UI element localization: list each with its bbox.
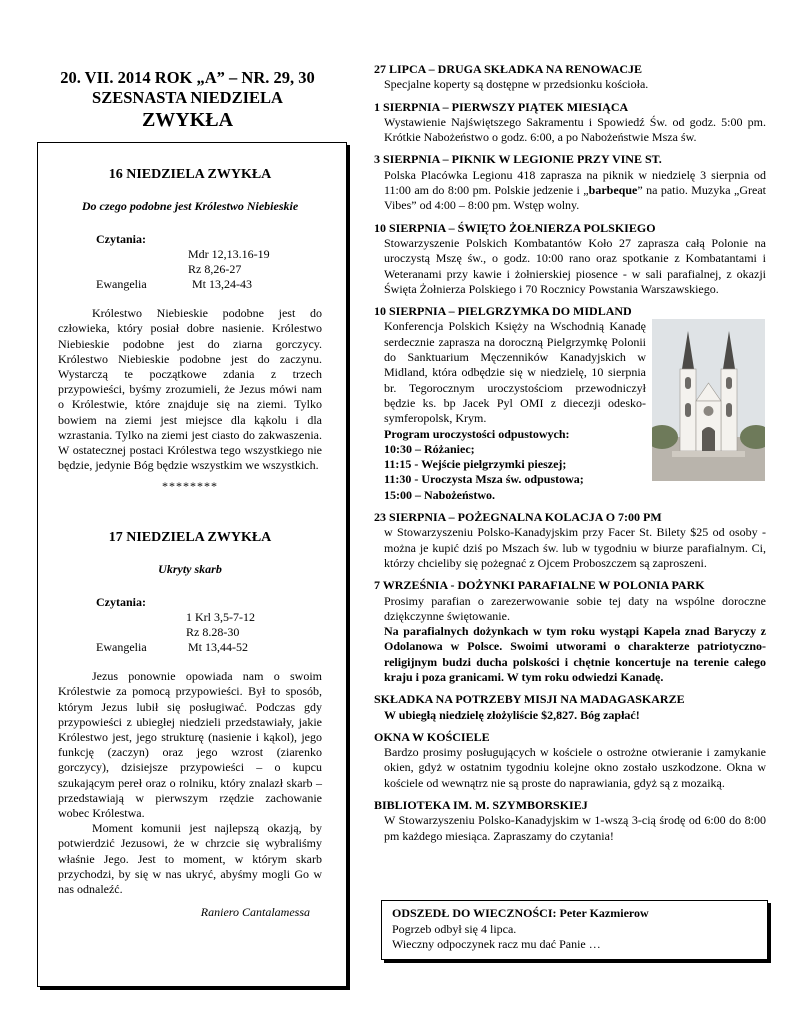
announcement-heading: 10 SIERPNIA – PIELGRZYMKA DO MIDLAND (374, 304, 632, 319)
announcement-body: W Stowarzyszeniu Polsko-Kanadyjskim w 1-wszą 3-cią środę od 6:00 do 8:00 pm każdego miesiąca. Zapraszamy do czytania! (384, 813, 766, 843)
church-photo (652, 319, 765, 481)
announcement-heading: 23 SIERPNIA – POŻEGNALNA KOLACJA O 7:00 PM (374, 510, 662, 525)
sunday-line: SZESNASTA NIEDZIELA (92, 88, 283, 107)
program-item: 11:15 - Wejście pielgrzymki pieszej; (384, 457, 567, 472)
announcement-heading: 10 SIERPNIA – ŚWIĘTO ŻOŁNIERZA POLSKIEGO (374, 220, 656, 235)
announcement-mission (374, 692, 766, 723)
page-title (30, 68, 345, 132)
gospel-label: Ewangelia (96, 277, 147, 292)
announcement-picnic (374, 152, 766, 213)
announcement-body: w Stowarzyszeniu Polsko-Kanadyjskim przy Facer St. Bilety $25 od osoby - można je kupić dziś po Mszach św. lub w tygodniu w biurze parafialnym. Ci, którzy chcieliby się pożegnać z Ojcem Proboszczem są zaproszeni. (384, 525, 766, 570)
announcement-body: Bardzo prosimy posługujących w kościele o ostrożne otwieranie i zamykanie okien, gdyż w ostatnim tygodniu kolejne okno zostało uszkodzone. Okna w kościele od wewnątrz nie są proste do naprawiania, gdyż są z mozaiką. (384, 745, 766, 790)
gospel-ref: Mt 13,44-52 (188, 640, 248, 655)
announcement-heading: BIBLIOTEKA IM. M. SZYMBORSKIEJ (374, 798, 588, 813)
program-item: 10:30 – Różaniec; (384, 441, 475, 456)
body-start: Polska Placówka Legionu 418 zaprasza na piknik w niedzielę 3 sierpnia od 11:00 am do 8:00 pm. Polskie jedzenie i „ (384, 167, 766, 198)
announcement-heading: 7 WRZEŚNIA - DOŻYNKI PARAFIALNE W POLONIA PARK (374, 578, 705, 593)
issue-line: 20. VII. 2014 ROK „A” – NR. 29, 30 (60, 68, 315, 87)
readings-label: Czytania: (96, 232, 146, 247)
sermon-16-subtitle: Do czego podobne jest Królestwo Niebieskie (81, 199, 299, 213)
announcement-body: Wystawienie Najświętszego Sakramentu i Spowiedź Św. od godz. 5:00 pm. Krótkie Nabożeństwo o godz. 6:00, a po Nabożeństwie Msza św. (384, 114, 766, 145)
body-end: ” na patio. Muzyka „Great Vibes” od 4:00 – 8:00 pm. Wstęp wolny. (384, 183, 766, 213)
gospel-ref: Mt 13,24-43 (192, 277, 252, 292)
announcement-body: Specjalne koperty są dostępne w przedsionku kościoła. (384, 77, 649, 92)
announcement-first-friday (374, 100, 766, 146)
sermon-author: Raniero Cantalamessa (200, 905, 310, 920)
announcement-body: Stowarzyszenie Polskich Kombatantów Koło 27 zaprasza całą Polonie na uroczystą Mszę św., o godz. 10:00 rano oraz spotkanie z Kombatantami i Weteranami przy kawie i żołnierskiej piosence - w sali parafialnej, z okazji Święta Żołnierza Polskiego i 70 Rocznicy Powstania Warszawskiego. (384, 235, 766, 296)
announcement-windows (374, 730, 766, 791)
announcement-midland (374, 304, 766, 503)
announcement-heading: 27 LIPCA – DRUGA SKŁADKA NA RENOWACJE (374, 62, 643, 76)
sermon-16 (58, 167, 322, 495)
announcement-farewell (374, 510, 766, 571)
sermon-17-subtitle: Ukryty skarb (158, 562, 222, 576)
program-item: 11:30 - Uroczysta Msza św. odpustowa; (384, 472, 584, 487)
announcement-harvest (374, 578, 766, 685)
sermon-17-text-2: Moment komunii jest najlepszą okazją, by potwierdzić Jezusowi, że w chrzcie się wybraliśmy właśnie Jego. Jest to moment, w którym skarb przychodzi, by się w nas ukryć, abyśmy mogli Go w nas odnaleźć. (58, 821, 322, 897)
reading-2: Rz 8.28-30 (186, 625, 240, 640)
reading-2: Rz 8,26-27 (188, 262, 242, 277)
sermon-17-text-1: Jezus ponownie opowiada nam o swoim Królestwie za pomocą przypowieści. Był to sposób, którym Jezus lubił się posługiwać. Podczas gdy przypowieści z ubiegłej niedzieli przedstawiały, jakie Królestwo jest, jego strukturę (nasienie i kąkol), jego funkcję (zaczyn) oraz jego wzrost (ziarenko gorczycy), dzisiejsze przypowieści – o kupcu szukającym pereł oraz o rolniku, który znalazł skarb – przedstawiają w pierwszym rzędzie zachowanie wobec Królestwa. (58, 669, 322, 821)
obituary-heading: ODSZEDŁ DO WIECZNOŚCI: Peter Kazmierow (392, 906, 649, 920)
sermon-16-text: Królestwo Niebieskie podobne jest do człowieka, który posiał dobre nasienie. Królestwo Niebieskie podobne jest do ziarna gorczycy. Królestwo Niebieskie podobne jest do zaczynu. Wystarczą te początkowe zdania z trzech przypowieści, byśmy zrozumieli, że Jezus mówi nam o Królestwie, które znajduje się na ziemi. Tylko bowiem na ziemi jest miejsce dla kąkolu i dla wzrastania. Tylko na ziemi jest ciasto do zakwaszenia. W ostatecznej postaci Królestwa tego wszystkiego nie będzie, jedynie Bóg będzie wszystkim we wszystkich. (58, 306, 322, 473)
sermon-17-readings (58, 595, 322, 655)
announcement-body (374, 319, 646, 426)
announcement-body (374, 168, 766, 214)
sermon-17-title: 17 NIEDZIELA ZWYKŁA (108, 530, 272, 545)
obituary-box (381, 900, 768, 960)
ordinary-line: ZWYKŁA (141, 109, 234, 131)
program-item: 15:00 – Nabożeństwo. (384, 487, 495, 502)
separator: ******** (162, 479, 218, 494)
harvest-text: Prosimy parafian o zarezerwowanie sobie tej daty na wspólne doroczne dziękczynne świętowanie. (384, 593, 766, 623)
announcement-library (374, 798, 766, 844)
obituary-line-2: Wieczny odpoczynek racz mu dać Panie … (392, 937, 601, 951)
reading-1: 1 Krl 3,5-7-12 (186, 610, 255, 625)
announcement-heading: 3 SIERPNIA – PIKNIK W LEGIONIE PRZY VINE ST. (374, 152, 662, 167)
midland-text: Konferencja Polskich Księży na Wschodnią Kanadę serdecznie zaprasza na doroczną Pielgrzymkę Polonii do Sanktuarium Męczenników Kanadyjskich w Midland, która odbędzie się w niedzielę, 10 sierpnia br. Tegorocznym uroczystościom przewodniczył będzie ks. bp Jacek Pyl OMI z diecezji odesko-symferopolsk, Krym. (384, 319, 646, 426)
gospel-label: Ewangelia (96, 640, 147, 655)
reading-1: Mdr 12,13.16-19 (188, 247, 270, 262)
obituary-line-1: Pogrzeb odbył się 4 lipca. (392, 921, 517, 936)
sermon-16-title: 16 NIEDZIELA ZWYKŁA (108, 167, 272, 182)
announcement-body: W ubiegłą niedzielę złożyliście $2,827. Bóg zapłać! (384, 707, 640, 722)
harvest-bold-text: Na parafialnych dożynkach w tym roku wystąpi Kapela znad Baryczy z Odolanowa w Polsce. Swoimi utworami o charakterze patriotyczno-religijnym budzi ducha polskości i chętnie koncertuje na terenie całego kraju i poza granicami. W tym roku odwiedzi Kanadę. (384, 624, 766, 684)
church-illustration (652, 319, 765, 481)
body-bold: barbeque (588, 183, 638, 198)
announcement-soldier-day (374, 221, 766, 297)
announcements (374, 62, 766, 851)
announcement-renovation (374, 62, 766, 93)
program-label: Program uroczystości odpustowych: (384, 426, 570, 441)
announcement-body (374, 594, 766, 686)
sermon-17 (58, 530, 322, 920)
announcement-heading: SKŁADKA NA POTRZEBY MISJI NA MADAGASKARZE (374, 692, 685, 707)
sermon-16-readings (58, 232, 322, 292)
announcement-heading: 1 SIERPNIA – PIERWSZY PIĄTEK MIESIĄCA (374, 99, 629, 114)
readings-label: Czytania: (96, 595, 146, 610)
announcement-heading: OKNA W KOŚCIELE (374, 729, 490, 744)
